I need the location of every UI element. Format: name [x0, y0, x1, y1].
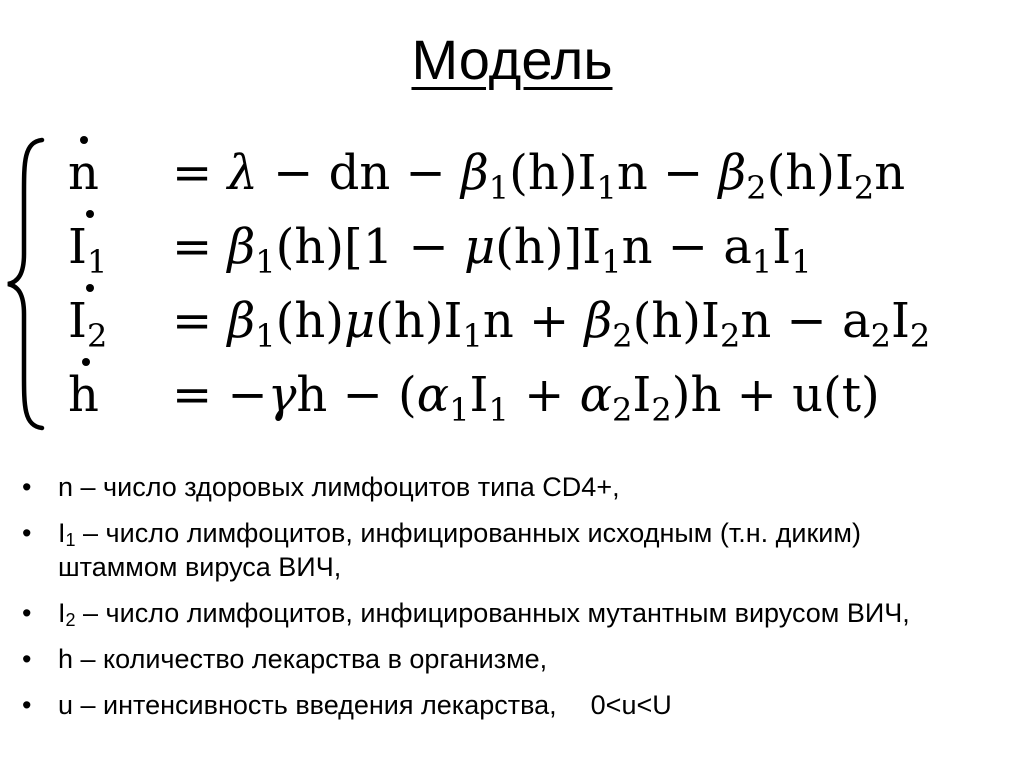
bullet: •	[22, 518, 32, 548]
control-constraint: 0<u<U	[590, 690, 672, 720]
greek-symbol: β	[584, 293, 613, 349]
variable-subscript: 1	[65, 530, 76, 550]
equation-term: (h)I	[375, 293, 463, 349]
equation-term: (h)I	[766, 145, 854, 201]
equation-term: +	[508, 367, 580, 423]
equation-term: )h + u(t)	[671, 367, 880, 423]
equation-term: n − a	[740, 293, 871, 349]
bullet: •	[22, 644, 32, 674]
equation-subscript: 2	[719, 317, 741, 355]
variable-symbol: h	[58, 644, 74, 674]
variable-symbol: I	[58, 598, 66, 628]
equation-term: − dn −	[257, 145, 462, 201]
time-derivative-dot	[82, 358, 90, 366]
slide-title	[0, 22, 1024, 98]
equation-term: I	[772, 219, 792, 275]
greek-symbol: α	[579, 367, 613, 423]
equation-rhs	[172, 286, 930, 356]
slide-title-text: Модель	[411, 28, 613, 91]
variable-description: – число здоровых лимфоцитов типа CD4+,	[73, 472, 620, 502]
variable-definitions-list	[22, 470, 982, 734]
variable-symbol: n	[58, 472, 74, 502]
equation-term: n	[874, 145, 906, 201]
equation-lhs	[68, 212, 160, 282]
equation-subscript: 1	[601, 243, 622, 281]
greek-symbol: β	[461, 145, 489, 201]
greek-symbol: μ	[463, 219, 496, 275]
equation-term: = −	[172, 367, 268, 423]
equation-subscript: 1	[791, 243, 812, 281]
time-derivative-dot	[80, 136, 88, 144]
equation-subscript: 2	[909, 317, 931, 355]
equation-subscript: 1	[488, 391, 509, 429]
variable-description: – число лимфоцитов, инфицированных исходным (т.н. диким) штаммом вируса ВИЧ,	[58, 518, 861, 582]
bullet: •	[22, 598, 32, 628]
equation-subscript: 2	[612, 391, 633, 429]
greek-symbol: β	[227, 293, 256, 349]
equation-rhs	[172, 360, 880, 430]
equation-subscript: 2	[746, 169, 767, 207]
equation-subscript: 2	[612, 317, 633, 355]
equation-subscript: 1	[255, 317, 276, 355]
equation-term: (h)[1 −	[275, 219, 464, 275]
bullet: •	[22, 690, 32, 720]
equation-subscript: 1	[462, 317, 483, 355]
equation-term: (h)I	[632, 293, 720, 349]
variable-description: – количество лекарства в организме,	[73, 644, 548, 674]
lhs-symbol: n	[68, 145, 99, 201]
list-item	[22, 470, 982, 504]
list-item	[22, 688, 982, 722]
equation-term: n +	[482, 293, 585, 349]
equation-subscript: 1	[255, 243, 276, 281]
list-item	[22, 596, 982, 630]
variable-description: – число лимфоцитов, инфицированных мутантным вирусом ВИЧ,	[75, 598, 910, 628]
equation-lhs	[68, 286, 160, 356]
lhs-symbol: I	[68, 293, 87, 349]
equation-lhs	[68, 138, 160, 208]
equation-lhs	[68, 360, 160, 430]
variable-symbol: u	[58, 690, 74, 720]
equation-term: (h)]I	[495, 219, 602, 275]
equation-subscript: 1	[449, 391, 470, 429]
greek-symbol: α	[416, 367, 450, 423]
greek-symbol: μ	[343, 293, 376, 349]
variable-subscript: 2	[65, 610, 76, 630]
left-brace	[4, 136, 48, 432]
lhs-subscript: 2	[86, 317, 108, 355]
greek-symbol: γ	[267, 367, 297, 423]
lhs-symbol: I	[68, 219, 87, 275]
lhs-subscript: 1	[86, 243, 108, 281]
equation-term: (h)I	[509, 145, 597, 201]
bullet: •	[22, 472, 32, 502]
equation-term: I	[890, 293, 910, 349]
equation-subscript: 2	[870, 317, 891, 355]
equation-term: =	[172, 145, 228, 201]
time-derivative-dot	[86, 284, 94, 292]
list-item	[22, 642, 982, 676]
equation-subscript: 2	[651, 391, 672, 429]
equation-subscript: 2	[853, 169, 875, 207]
time-derivative-dot	[86, 210, 94, 218]
greek-symbol: β	[718, 145, 747, 201]
equation-subscript: 1	[751, 243, 773, 281]
equation-rhs	[172, 212, 812, 282]
variable-description: – интенсивность введения лекарства,	[73, 690, 557, 720]
equation-subscript: 1	[596, 169, 617, 207]
equation-term: =	[172, 219, 228, 275]
equation-term: h − (	[296, 367, 417, 423]
variable-symbol: I	[58, 518, 66, 548]
equation-term: n −	[616, 145, 719, 201]
equation-term: (h)	[275, 293, 344, 349]
equation-term: n − a	[621, 219, 752, 275]
equation-system	[0, 136, 1024, 436]
equation-term: I	[632, 367, 652, 423]
equation-term: I	[469, 367, 489, 423]
equation-subscript: 1	[488, 169, 510, 207]
greek-symbol: β	[227, 219, 256, 275]
equation-term: =	[172, 293, 228, 349]
list-item	[22, 516, 982, 584]
lhs-symbol: h	[68, 367, 99, 423]
greek-symbol: λ	[227, 145, 258, 201]
equation-rhs	[172, 138, 905, 208]
